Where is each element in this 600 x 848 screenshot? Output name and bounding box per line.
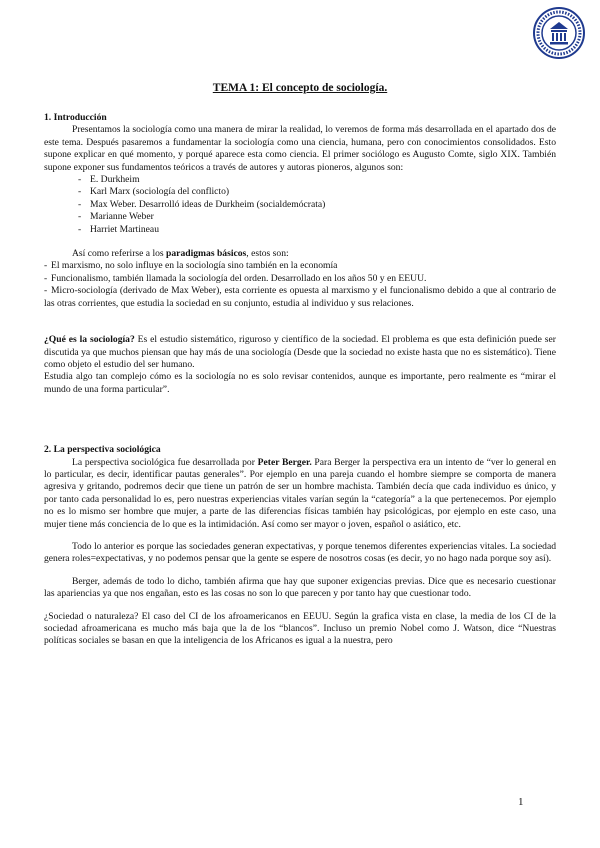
text-run: Es el estudio sistemático, riguroso y científico de la sociedad. El problema es que esta definición puede ser discutida ya que muchos piensan que hay más de una sociología (Desde que la sociedad no existe hasta que no es sistemático). Tiene como objeto el estudio del ser humano. [44,334,556,370]
study-paragraph: Estudia algo tan complejo cómo es la sociología no es solo revisar contenidos, aunque es importante, pero realmente es “mirar el mundo de una forma particular”. [44,371,556,395]
society-or-nature-paragraph: ¿Sociedad o naturaleza? El caso del CI de los afroamericanos en EEUU. Según la grafica vista en clase, la media de los CI de la sociedad afroamericana es mucho más baja que la de los “blancos”. Incluso un premio Nobel como J. Watson, dice “Nuestras políticas sociales se basan en que la inteligencia de los Africanos es igual a la nuestra, pero [44,610,556,647]
list-item: - Marianne Weber [78,211,556,223]
paradigms-bold: paradigmas básicos [166,248,247,260]
text-run: Para Berger la perspectiva era un intento de “ver lo general en lo particular, es decir, identificar pautas generales”. Por ejemplo en una pareja cuando el hombre siempre se comporta de manera agresiva y gritando, podremos decir que tiene un patrón de ser un hombre machista. También decía que cada individuo es único, y por tanto cada personalidad lo es, pero nuestras experiencias vitales varían según la “categoría” a la que pertenecemos. Por ejemplo no es lo mismo ser hombre que mujer, a parte de las diferencias físicas también hay psicológicas, por ejemplo en este caso, una mujer tiene más conciencia de lo que es la intimidación. Así como ser mayor o joven, español o asiático, etc. [44,456,556,530]
authors-list [44,174,556,236]
page-number: 1 [518,796,524,808]
perspective-paragraph [44,457,556,531]
berger-paragraph: Berger, además de todo lo dicho, también afirma que hay que suponer exigencias previas. Dice que es necesario cuestionar las apariencias ya que nos engañan, esto es las cosas no son lo que parecen y por tanto hay que cuestionar todo. [44,575,556,600]
document-title: TEMA 1: El concepto de sociología. [212,82,388,94]
text-run: La perspectiva sociológica fue desarrollada por [72,456,258,468]
list-item: - El marxismo, no solo influye en la sociología sino también en la economía [44,260,556,272]
list-item: - Micro-sociología (derivado de Max Weber), esta corriente es opuesta al marxismo y el funcionalismo debido a que al contrario de las otras corrientes, que estudia la sociedad en su conjunto, estudia al individuo y sus relaciones. [44,285,556,310]
what-is-sociology-paragraph [44,334,556,371]
section-1-heading: 1. Introducción [44,112,107,123]
list-item: - Karl Marx (sociología del conflicto) [78,186,556,198]
university-seal-logo [533,7,585,59]
list-item: - E. Durkheim [78,174,556,186]
intro-paragraph: Presentamos la sociología como una manera de mirar la realidad, lo veremos de forma más desarrollada en el apartado dos de este tema. Después pasaremos a fundamentar la sociología como una ciencia, humana, pero con conocimientos consolidados. Esto supone explicar en qué momento, y porqué aparece esta como ciencia. El primer sociólogo es Augusto Comte, siglo XIX. También supone exponer sus fundamentos teóricos a través de autores y autoras pioneros, algunos son: [44,124,556,173]
peter-berger-bold: Peter Berger. [257,456,312,468]
list-item: - Funcionalismo, también llamada la sociología del orden. Desarrollado en los años 50 y en EEUU. [44,273,556,285]
what-is-sociology-bold: ¿Qué es la sociología? [44,334,135,346]
text-run: , estos son: [246,248,289,260]
text-run: Así como referirse a los [72,248,167,260]
document-body [44,112,556,648]
section-2-heading: 2. La perspectiva sociológica [44,444,161,456]
paradigms-list [44,260,556,310]
list-item: - Harriet Martineau [78,224,556,236]
paradigms-intro [44,248,556,260]
list-item: - Max Weber. Desarrolló ideas de Durkheim (socialdemócrata) [78,199,556,211]
expectations-paragraph: Todo lo anterior es porque las sociedades generan expectativas, y porque tenemos diferentes experiencias vitales. La sociedad genera roles=expectativas, y no podemos pensar que la gente se espere de nosotros cosas (es decir, yo no hago nada porque soy así). [44,540,556,565]
